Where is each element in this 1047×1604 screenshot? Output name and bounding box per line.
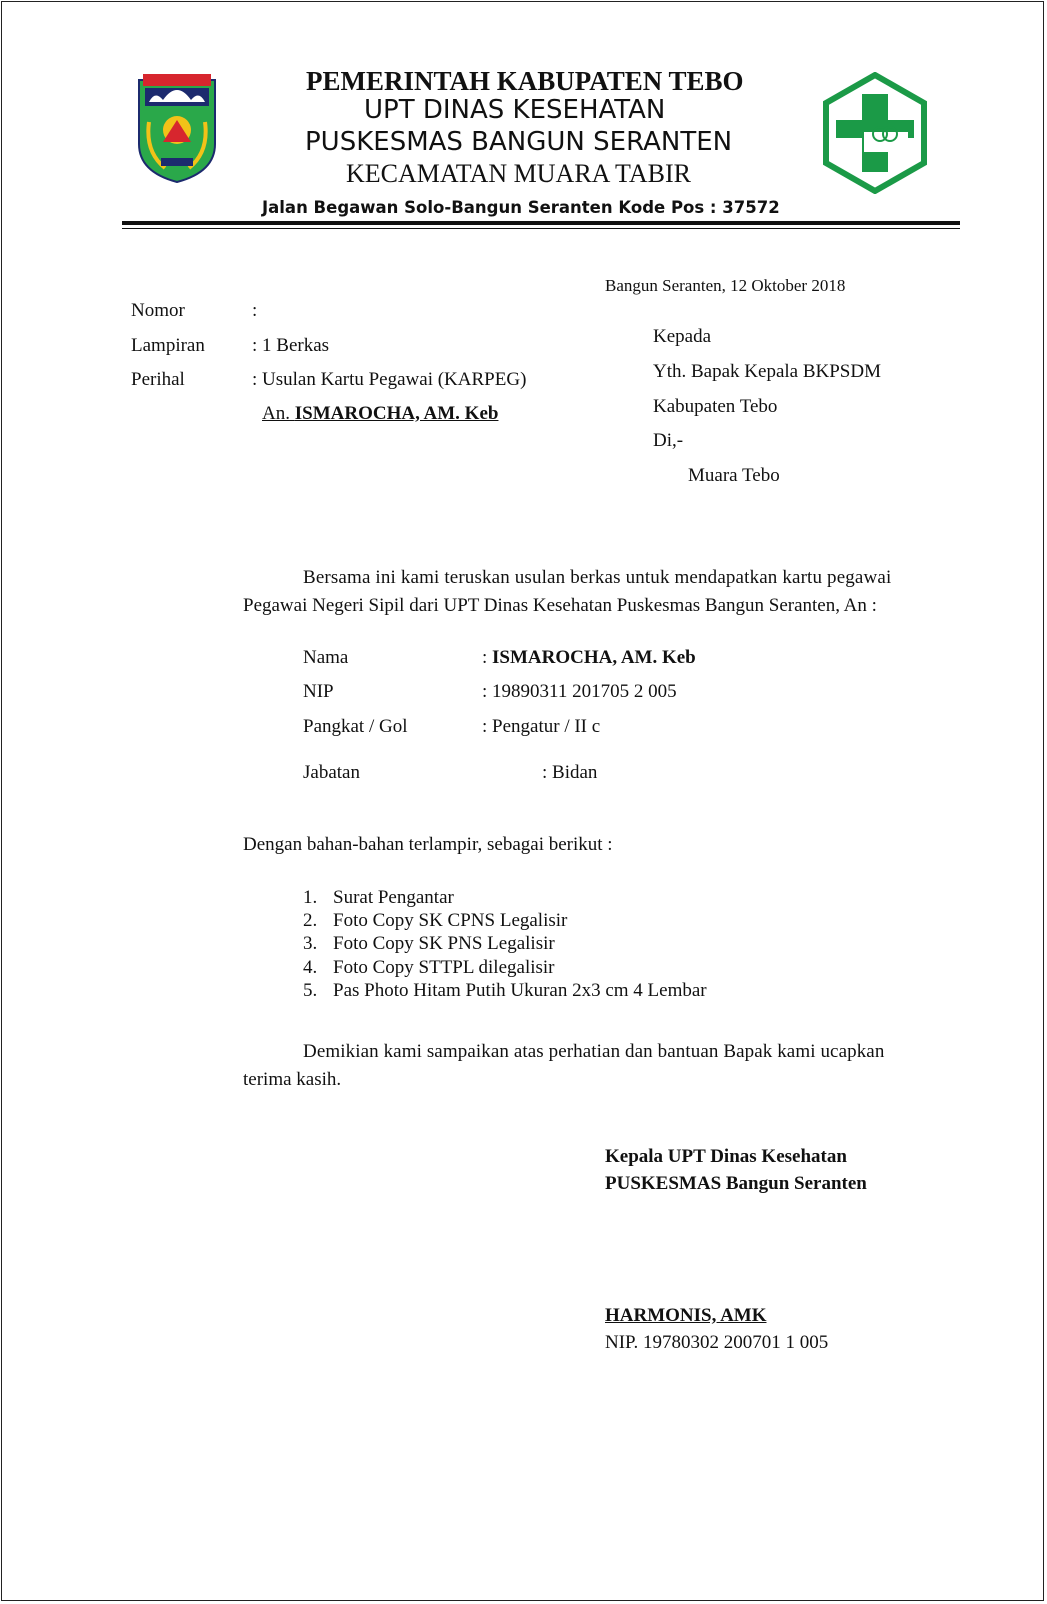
an-line	[262, 403, 498, 425]
an-prefix: An.	[262, 403, 290, 424]
recipient-di: Di,-	[653, 430, 684, 451]
letter-date: Bangun Seranten, 12 Oktober 2018	[605, 276, 846, 295]
list-item: 3. Foto Copy SK PNS Legalisir	[303, 933, 555, 954]
list-item: 2. Foto Copy SK CPNS Legalisir	[303, 910, 568, 931]
signature-title1: Kepala UPT Dinas Kesehatan	[605, 1146, 847, 1167]
recipient-city: Muara Tebo	[688, 465, 780, 486]
detail-nama-value	[482, 647, 696, 669]
lampiran-value: : 1 Berkas	[252, 335, 330, 356]
nomor-label: Nomor	[131, 300, 185, 321]
detail-nip-label: NIP	[303, 681, 334, 702]
header-district: KECAMATAN MUARA TABIR	[346, 159, 691, 188]
detail-nip-value: : 19890311 201705 2 005	[482, 681, 677, 702]
closing-line1: Demikian kami sampaikan atas perhatian dan bantuan Bapak kami ucapkan	[303, 1041, 885, 1062]
list-item: 5. Pas Photo Hitam Putih Ukuran 2x3 cm 4 Lembar	[303, 980, 707, 1001]
body-paragraph-line2: Pegawai Negeri Sipil dari UPT Dinas Kesehatan Puskesmas Bangun Seranten, An :	[243, 595, 877, 616]
body-paragraph-line1: Bersama ini kami teruskan usulan berkas untuk mendapatkan kartu pegawai	[303, 567, 892, 588]
detail-jabatan-value: : Bidan	[542, 762, 598, 783]
nomor-value: :	[252, 300, 258, 321]
detail-pangkat-value: : Pengatur / II c	[482, 716, 601, 737]
header-address: Jalan Begawan Solo-Bangun Seranten Kode Pos : 37572	[262, 198, 780, 217]
signature-nip: NIP. 19780302 200701 1 005	[605, 1332, 829, 1353]
header-government: PEMERINTAH KABUPATEN TEBO	[306, 66, 744, 96]
lampiran-label: Lampiran	[131, 335, 205, 356]
recipient-yth: Yth. Bapak Kepala BKPSDM	[653, 361, 881, 382]
detail-nama-name: ISMAROCHA, AM. Keb	[492, 647, 696, 668]
header-divider-thick	[122, 221, 960, 225]
signature-title2: PUSKESMAS Bangun Seranten	[605, 1173, 867, 1194]
detail-jabatan-label: Jabatan	[303, 762, 360, 783]
perihal-value: : Usulan Kartu Pegawai (KARPEG)	[252, 369, 527, 390]
an-name: ISMAROCHA, AM. Keb	[294, 403, 499, 424]
list-item: 1. Surat Pengantar	[303, 887, 454, 908]
page-border	[1, 1, 1044, 1601]
recipient-kepada: Kepada	[653, 326, 712, 347]
header-puskesmas: PUSKESMAS BANGUN SERANTEN	[305, 127, 733, 157]
signature-name: HARMONIS, AMK	[605, 1305, 767, 1326]
list-item: 4. Foto Copy STTPL dilegalisir	[303, 957, 555, 978]
closing-line2: terima kasih.	[243, 1069, 342, 1090]
perihal-label: Perihal	[131, 369, 185, 390]
header-divider-thin	[122, 228, 960, 229]
detail-nama-colon: :	[482, 647, 488, 668]
puskesmas-logo-icon	[822, 72, 928, 194]
recipient-kabupaten: Kabupaten Tebo	[653, 396, 778, 417]
header-department: UPT DINAS KESEHATAN	[364, 95, 666, 125]
detail-pangkat-label: Pangkat / Gol	[303, 716, 408, 737]
detail-nama-label: Nama	[303, 647, 349, 668]
kabupaten-tebo-emblem-icon	[135, 72, 219, 184]
list-intro: Dengan bahan-bahan terlampir, sebagai berikut :	[243, 834, 613, 855]
